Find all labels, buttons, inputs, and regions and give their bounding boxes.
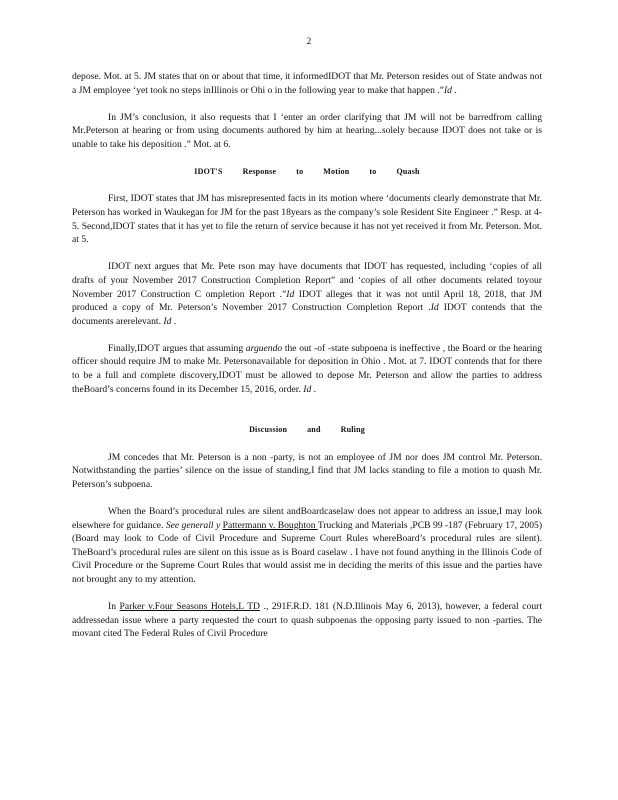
paragraph-jm-concedes: JM concedes that Mr. Peterson is a non -party, is not an employee of JM nor does JM control Mr. Peterson. Notwithstanding the parties’ silence on the issue of standing,I find that JM lacks standing to file a motion to quash Mr. Peterson’s subpoena. [72, 451, 542, 490]
heading-word: Response [242, 167, 277, 177]
page-number: 2 [306, 36, 312, 46]
paragraph-text: Trucking and Materials ,PCB 99 -187 (February 17, 2005)(Board may look to Code of Civil Procedure and Supreme Court Rules whereBoard’s procedural rules are silent). TheBoard’s procedural rules are silent on this issue as is Board caselaw . I have not found anything in the Illinois Code of Civil Procedure or the Supreme Court Rules that would assist me in deciding the merits of this issue and the parties have not brought any to my attention. [72, 519, 543, 585]
citation-id: Id [163, 315, 172, 327]
section-heading-discussion [72, 423, 542, 437]
case-name-parker: Parker v.Four Seasons Hotels,L TD [119, 601, 260, 613]
heading-word: to [296, 167, 304, 177]
paragraph-text: Finally,IDOT argues that assuming [108, 342, 246, 354]
paragraph-text: depose. Mot. at 5. JM states that on or about that time, it informedIDOT that Mr. Peterson resides out of State andwas not a JM employee ‘yet took no steps inIllinois or Ohi o in the following year to make that happen .” [72, 71, 542, 96]
latin-term: arguendo [245, 342, 283, 354]
heading-word: to [369, 167, 377, 177]
citation-id: Id [443, 84, 452, 96]
paragraph-jm-conclusion: In JM’s conclusion, it also requests that I ‘enter an order clarifying that JM will not be barredfrom calling Mr.Peterson at hearing or from using documents authored by him at hearing...solely because IDOT does not take or is unable to take his deposition .” Mot. at 6. [72, 111, 542, 150]
paragraph-text: IDOT contends that the documents arerelevant. [72, 302, 542, 327]
heading-word: Quash [396, 167, 420, 177]
paragraph-idot-finally [72, 342, 542, 396]
paragraph-parker [72, 600, 542, 641]
heading-word: Motion [323, 167, 350, 177]
heading-word: and [307, 425, 321, 435]
spacer [72, 410, 542, 424]
paragraph-text: . [451, 84, 457, 96]
paragraph-text: IDOT next argues that Mr. Pete rson may have documents that IDOT has requested, including ‘copies of all drafts of your November 2017 Construction Completion Report” and ‘copies of all other documents related toyour November 2017 Construction C ompletion Report .” [72, 261, 542, 300]
paragraph-idot-next [72, 260, 542, 328]
citation-id: Id [430, 302, 439, 314]
heading-word: Discussion [249, 425, 288, 435]
paragraph-text: the out -of -state subpoena is ineffective , the Board or the hearing officer should require JM to make Mr. Petersonavailable for deposition in Ohio . Mot. at 7. IDOT contends that for there to be a full and complete discovery,IDOT must be allowed to depose Mr. Peterson and allow the parties to address theBoard’s concerns found in its December 15, 2016, order. [72, 342, 542, 395]
paragraph-text: . [311, 383, 317, 395]
case-name-pattermann: Pattermann v. Boughton [222, 519, 318, 531]
paragraph-procedural-rules [72, 505, 542, 587]
paragraph-text: In [108, 601, 120, 613]
signal-see-generally: See generall y [165, 519, 221, 531]
document-body [72, 70, 542, 655]
heading-word: Ruling [340, 425, 365, 435]
paragraph-text: . [171, 315, 177, 327]
paragraph-text: IDOT alleges that it was not until April 18, 2018, that JM produced a copy of Mr. Peterson’s November 2017 Construction Completion Report . [72, 288, 542, 314]
citation-id: Id [303, 383, 312, 395]
paragraph-text: When the Board’s procedural rules are silent andBoardcaselaw does not appear to address an issue,I may look elsewhere for guidance. [72, 506, 542, 531]
citation-id: Id [286, 288, 295, 300]
paragraph-text: ., 291F.R.D. 181 (N.D.Illinois May 6, 2013), however, a federal court addressedan issue where a party requested the court to quash subpoenas the opposing party issued to non -parties. The movant cited The Federal Rules of Civil Procedure [72, 601, 542, 640]
paragraph-idot-first: First, IDOT states that JM has misrepresented facts in its motion where ‘documents clearly demonstrate that Mr. Peterson has worked in Waukegan for JM for the past 18years as the company’s sole Resident Site Engineer .” Resp. at 4-5. Second,IDOT states that it has yet to file the return of service because it has not yet received it from Mr. Peterson. Mot. at 5. [72, 193, 542, 246]
paragraph-jm-deposition [72, 70, 542, 97]
section-heading-idot-response [72, 165, 542, 179]
heading-word: IDOT'S [194, 167, 223, 177]
